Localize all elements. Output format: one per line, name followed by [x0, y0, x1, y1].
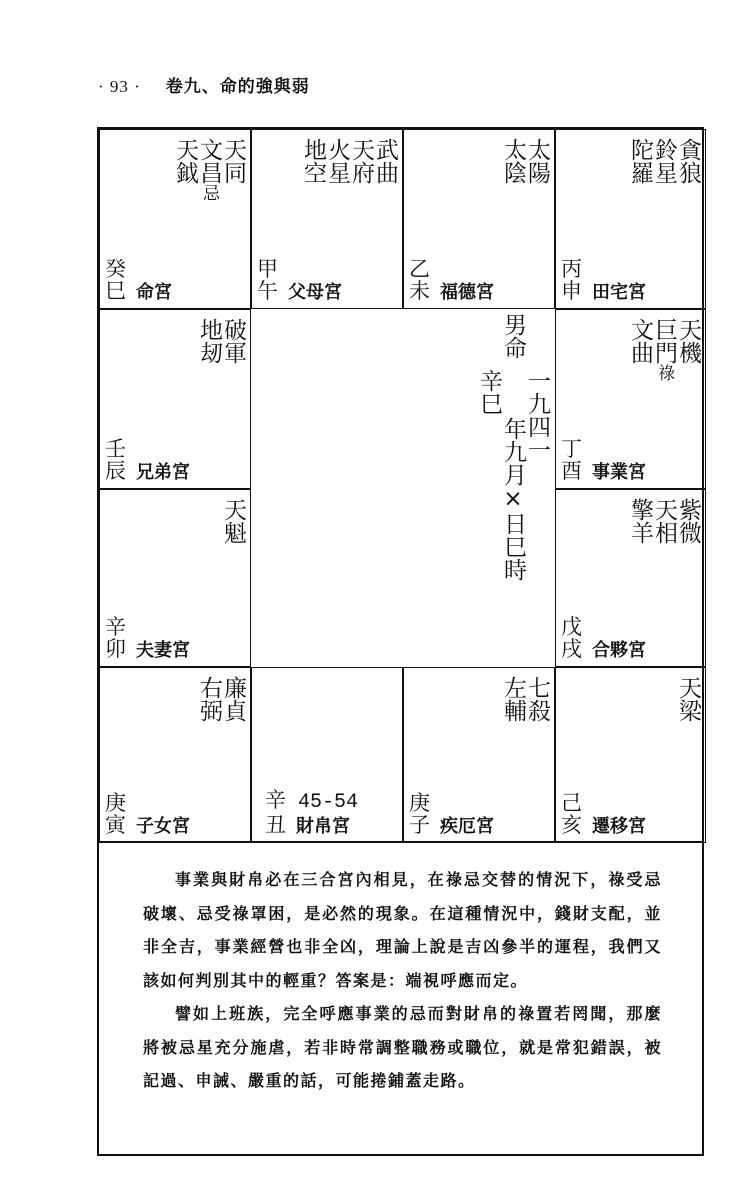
star-label: 破軍: [220, 318, 246, 364]
star-list: [628, 498, 699, 544]
star-name: [676, 498, 699, 544]
star-name: [197, 138, 220, 201]
earthly-branch: 巳: [105, 279, 126, 303]
star-list: [301, 138, 396, 184]
star-list: [197, 676, 244, 722]
star-label: 紫微: [675, 498, 701, 544]
star-name: [501, 676, 524, 722]
star-list: [628, 138, 699, 184]
palace-label-group: [105, 258, 172, 304]
earthly-branch: 丑: [265, 813, 286, 837]
commentary-box: [97, 843, 704, 1156]
heavenly-stem: 甲: [257, 257, 278, 281]
earthly-branch: 戌: [561, 637, 582, 661]
star-list: [197, 318, 244, 364]
heavenly-stem: 庚: [409, 791, 430, 815]
star-name: [628, 138, 651, 184]
earthly-branch: 子: [409, 813, 430, 837]
star-name: [221, 318, 244, 364]
palace-label-group: [105, 616, 190, 662]
palace-xiongdi: [99, 309, 251, 489]
earthly-branch: 寅: [105, 813, 126, 837]
age-range: 45-54: [298, 791, 359, 814]
star-name: [325, 138, 348, 184]
commentary-paragraph-2: 譬如上班族，完全呼應事業的忌而對財帛的祿置若罔聞，那麼將被忌星充分施虐，若非時常調整職務或職位，就是常犯錯誤，被記過、申誡、嚴重的話，可能捲鋪蓋走路。: [143, 1004, 662, 1090]
palace-name: 父母宮: [288, 282, 342, 303]
palace-fuqi: [99, 489, 251, 667]
palace-label-group: [561, 792, 646, 838]
heavenly-stem: 丁: [561, 437, 582, 461]
star-label: 地刼: [196, 318, 222, 364]
star-name: [221, 498, 244, 544]
star-label: 巨門: [651, 318, 677, 364]
heavenly-stem: 丙: [561, 257, 582, 281]
palace-name: 財帛宮: [296, 816, 350, 837]
heavenly-stem: 戊: [561, 615, 582, 639]
star-name: [301, 138, 324, 184]
palace-tianzhai: [555, 129, 706, 309]
star-label: 七殺: [524, 676, 550, 722]
star-list: [501, 676, 548, 722]
center-birth-date: 年九月×日巳時: [500, 417, 526, 581]
star-label: 天相: [651, 498, 677, 544]
chart-center-info: [251, 309, 555, 667]
palace-label-group: [561, 258, 646, 304]
heavenly-stem: 壬: [105, 437, 126, 461]
palace-fude: [403, 129, 555, 309]
palace-label-group: [105, 792, 190, 838]
star-list: [501, 138, 548, 184]
star-name: [197, 676, 220, 722]
star-name: [173, 138, 196, 201]
star-label: 地空: [300, 138, 326, 184]
palace-label-group: [561, 438, 646, 484]
star-name: [221, 676, 244, 722]
palace-hehuo: [555, 489, 706, 667]
center-year-stem: 辛巳: [476, 369, 502, 415]
heavenly-stem: 乙: [409, 257, 430, 281]
star-transform: 忌: [199, 184, 219, 201]
star-label: 天魁: [220, 498, 246, 544]
star-name: [349, 138, 372, 184]
palace-label-group: [409, 258, 494, 304]
palace-name: 子女宮: [136, 816, 190, 837]
heavenly-stem: 癸: [105, 257, 126, 281]
palace-name: 田宅宮: [592, 282, 646, 303]
palace-label-group: [257, 789, 358, 838]
star-label: 太陽: [524, 138, 550, 184]
palace-label-group: [561, 616, 646, 662]
astrology-chart: [97, 127, 704, 843]
heavenly-stem: 辛: [105, 615, 126, 639]
star-name: [525, 676, 548, 722]
palace-name: 命宮: [136, 282, 172, 303]
heavenly-stem: 己: [561, 791, 582, 815]
earthly-branch: 亥: [561, 813, 582, 837]
star-label: 武曲: [372, 138, 398, 184]
page-number: · 93 ·: [98, 77, 141, 96]
earthly-branch: 卯: [105, 637, 126, 661]
star-label: 天梁: [675, 676, 701, 722]
center-year-number: 一九四一: [524, 369, 550, 461]
star-label: 左輔: [500, 676, 526, 722]
star-transform: 祿: [654, 364, 674, 381]
palace-shiye: [555, 309, 706, 489]
star-label: 天府: [348, 138, 374, 184]
star-name: [676, 318, 699, 381]
star-name: [676, 676, 699, 722]
heavenly-stem: 庚: [105, 791, 126, 815]
star-label: 火星: [324, 138, 350, 184]
star-label: 太陰: [500, 138, 526, 184]
palace-caibo: [251, 667, 403, 843]
palace-fumu: [251, 129, 403, 309]
page-header: [98, 72, 310, 97]
star-list: [628, 318, 699, 381]
star-name: [676, 138, 699, 184]
earthly-branch: 未: [409, 279, 430, 303]
palace-name: 夫妻宮: [136, 640, 190, 661]
star-list: [221, 498, 244, 544]
star-name: [197, 318, 220, 364]
palace-qianyi: [555, 667, 706, 843]
palace-label-group: [257, 258, 342, 304]
palace-zinv: [99, 667, 251, 843]
star-label: 廉貞: [220, 676, 246, 722]
star-name: [628, 318, 651, 381]
star-name: [501, 138, 524, 184]
star-label: 鈴星: [651, 138, 677, 184]
palace-label-group: [105, 438, 190, 484]
earthly-branch: 午: [257, 279, 278, 303]
palace-name: 合夥宮: [592, 640, 646, 661]
heavenly-stem: 辛: [265, 788, 286, 812]
star-name: [221, 138, 244, 201]
star-name: [373, 138, 396, 184]
palace-ming: [99, 129, 251, 309]
star-label: 天鉞: [172, 138, 198, 184]
star-name: [628, 498, 651, 544]
palace-name: 事業宮: [592, 462, 646, 483]
star-label: 天同: [220, 138, 246, 184]
star-name: [652, 318, 675, 381]
earthly-branch: 酉: [561, 459, 582, 483]
chapter-title: 卷九、命的強與弱: [165, 77, 310, 97]
palace-name: 兄弟宮: [136, 462, 190, 483]
star-list: [173, 138, 244, 201]
star-label: 貪狼: [675, 138, 701, 184]
center-gender: 男命: [500, 313, 526, 359]
palace-name: 遷移宮: [592, 816, 646, 837]
palace-jie: [403, 667, 555, 843]
palace-name: 疾厄宮: [440, 816, 494, 837]
star-label: 文曲: [627, 318, 653, 364]
earthly-branch: 辰: [105, 459, 126, 483]
star-label: 陀羅: [627, 138, 653, 184]
commentary-paragraph-1: 事業與財帛必在三合宮內相見，在祿忌交替的情況下，祿受忌破壞、忌受祿罩困，是必然的現象。在這種情況中，錢財支配，並非全吉，事業經營也非全凶，理論上說是吉凶參半的運程，我們又該如何判別其中的輕重？答案是：端視呼應而定。: [143, 870, 662, 990]
star-label: 右弼: [196, 676, 222, 722]
star-label: 文昌: [196, 138, 222, 184]
star-label: 天機: [675, 318, 701, 364]
palace-name: 福德宮: [440, 282, 494, 303]
star-name: [652, 498, 675, 544]
star-name: [652, 138, 675, 184]
earthly-branch: 申: [561, 279, 582, 303]
palace-label-group: [409, 792, 494, 838]
star-name: [525, 138, 548, 184]
star-list: [676, 676, 699, 722]
star-label: 擎羊: [627, 498, 653, 544]
